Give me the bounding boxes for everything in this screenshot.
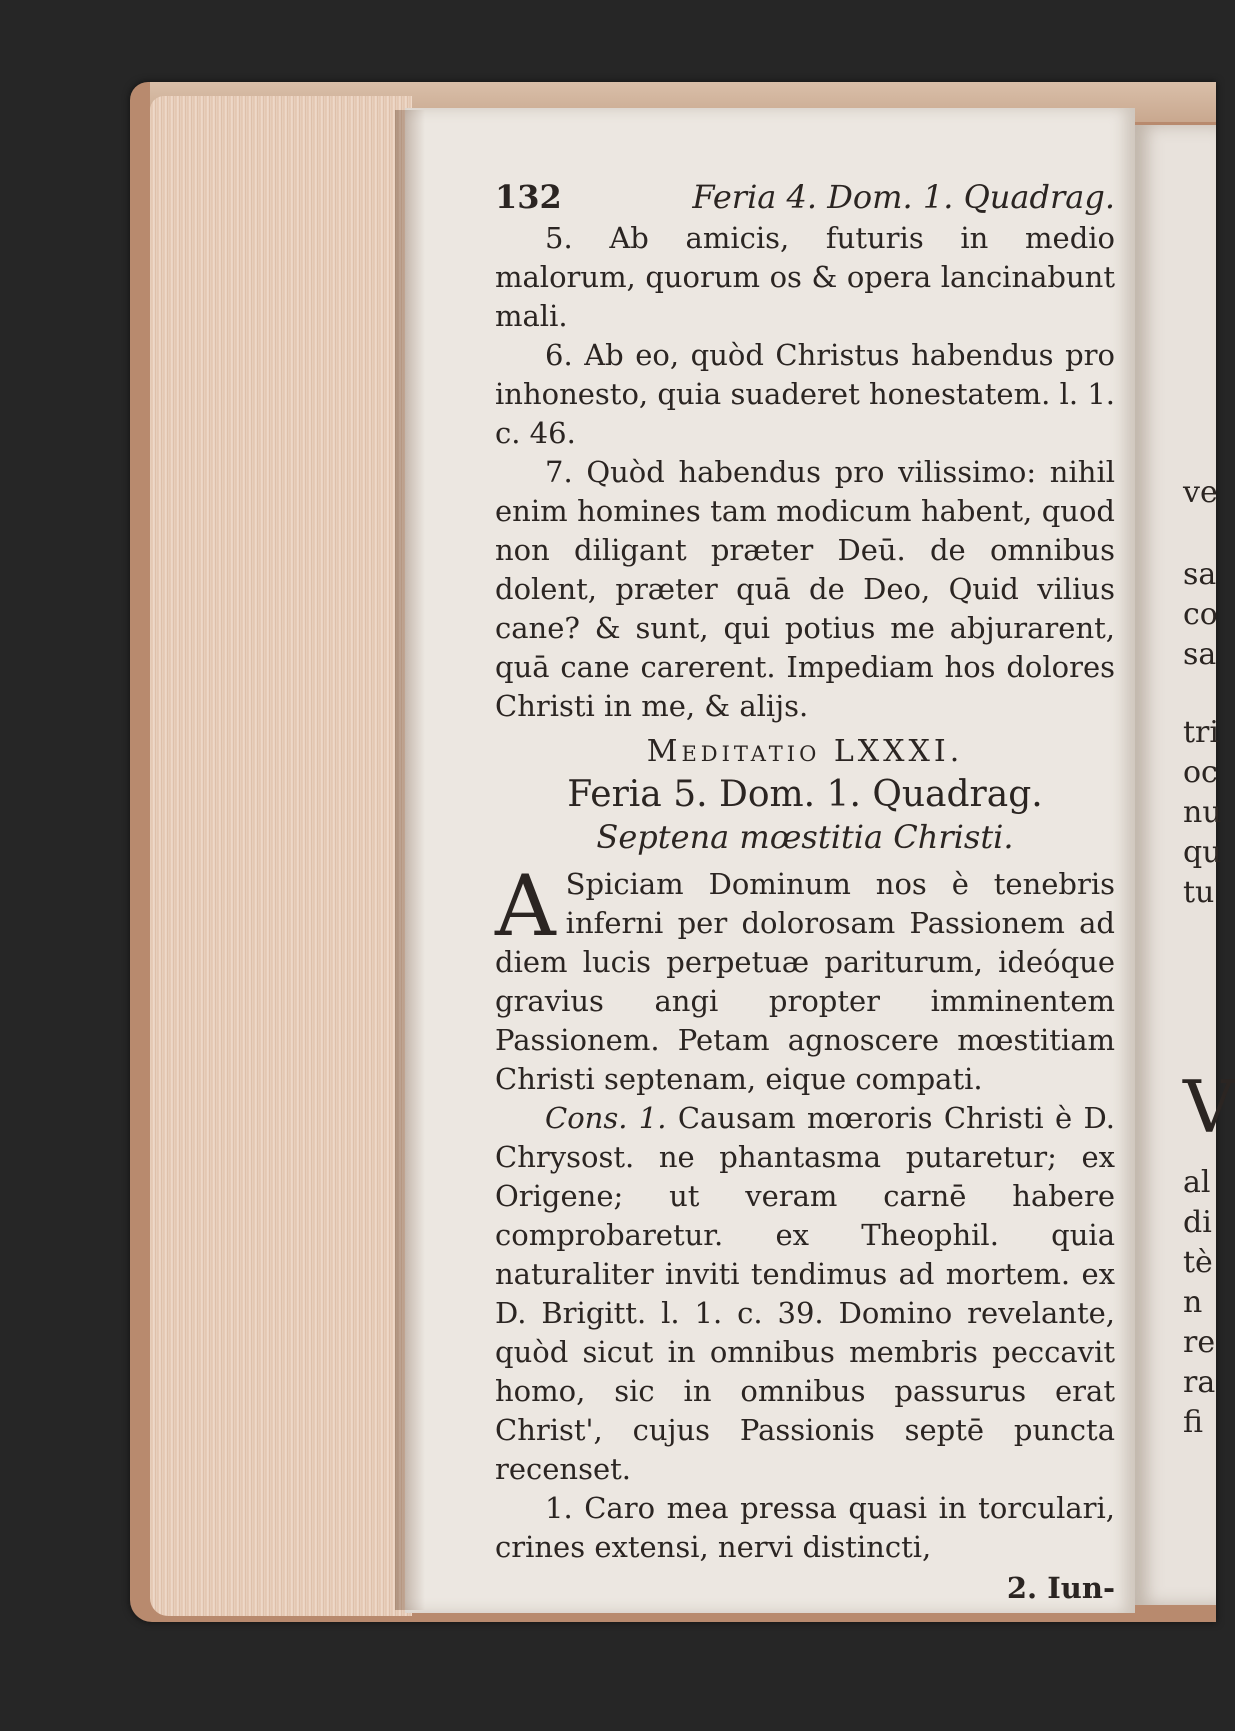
meditation-heading: Meditatio LXXXI. xyxy=(646,734,964,769)
facing-fragment: nu xyxy=(1183,795,1222,830)
facing-fragment: re xyxy=(1183,1325,1216,1360)
facing-fragment: sa xyxy=(1183,557,1217,592)
meditation-intro xyxy=(495,857,1115,1099)
facing-fragment: qu xyxy=(1183,835,1222,870)
facing-fragment: sa xyxy=(1183,637,1217,672)
facing-fragment: n xyxy=(1183,1285,1203,1320)
meditation-feria: Feria 5. Dom. 1. Quadrag. xyxy=(567,774,1043,815)
cons-label: Cons. 1. xyxy=(545,1101,667,1135)
consideration-1 xyxy=(495,1099,1115,1489)
left-page xyxy=(405,108,1135,1613)
facing-fragment: co xyxy=(1183,597,1218,632)
gutter-shadow xyxy=(395,110,425,1610)
facing-fragment: ra xyxy=(1183,1365,1216,1400)
page-block-edges xyxy=(150,96,412,1616)
point-7: 7. Quòd habendus pro vilissimo: nihil enim homines tam modicum habent, quod non diligant præter Deū. de omnibus dolent, præter quā de Deo, Quid vilius cane? & sunt, qui potius me abjurarent, quā cane carerent. Impediam hos dolores Christi in me, & alijs. xyxy=(495,455,1115,723)
facing-page xyxy=(1135,125,1235,1605)
facing-fragment: oc xyxy=(1183,755,1218,790)
facing-fragment: al xyxy=(1183,1165,1211,1200)
intro-text: Spiciam Dominum nos è tenebris inferni per dolorosam Passionem ad diem lucis perpetuæ pariturum, ideóque gravius angi propter imminentem Passionem. Petam agnoscere mœstitiam Christi septenam, eique compati. xyxy=(495,867,1115,1096)
page-footer xyxy=(495,1569,1115,1608)
cons-text: Causam mœroris Christi è D. Chrysost. ne phantasma putaretur; ex Origene; ut veram carnē habere comprobaretur. ex Theophil. quia naturaliter inviti tendimus ad mortem. ex D. Brigitt. l. 1. c. 39. Domino revelante, quòd sicut in omnibus membris peccavit homo, sic in omnibus passurus erat Christ', cujus Passionis septē puncta recenset. xyxy=(495,1101,1115,1486)
facing-fragment: fi xyxy=(1183,1405,1204,1440)
running-title: Feria 4. Dom. 1. Quadrag. xyxy=(692,178,1115,216)
facing-fragment: V xyxy=(1183,1065,1235,1149)
catchword: 2. Iun- xyxy=(1006,1571,1115,1605)
item-1: 1. Caro mea pressa quasi in torculari, crines extensi, nervi distincti, xyxy=(495,1491,1115,1564)
facing-fragment: tè xyxy=(1183,1245,1213,1280)
point-6: 6. Ab eo, quòd Christus habendus pro inhonesto, quia suaderet honestatem. l. 1. c. 46. xyxy=(495,338,1115,450)
facing-fragment: ve xyxy=(1183,475,1218,510)
running-header xyxy=(495,178,1115,217)
facing-fragment: di xyxy=(1183,1205,1212,1240)
meditation-subtitle: Septena mœstitia Christi. xyxy=(596,818,1014,856)
facing-fragment: tri xyxy=(1183,715,1219,750)
page-text xyxy=(495,178,1115,1608)
drop-cap: A xyxy=(495,857,556,955)
point-5: 5. Ab amicis, futuris in medio malorum, quorum os & opera lancinabunt mali. xyxy=(495,221,1115,333)
facing-fragment: tu xyxy=(1183,875,1215,910)
page-number: 132 xyxy=(495,178,562,216)
